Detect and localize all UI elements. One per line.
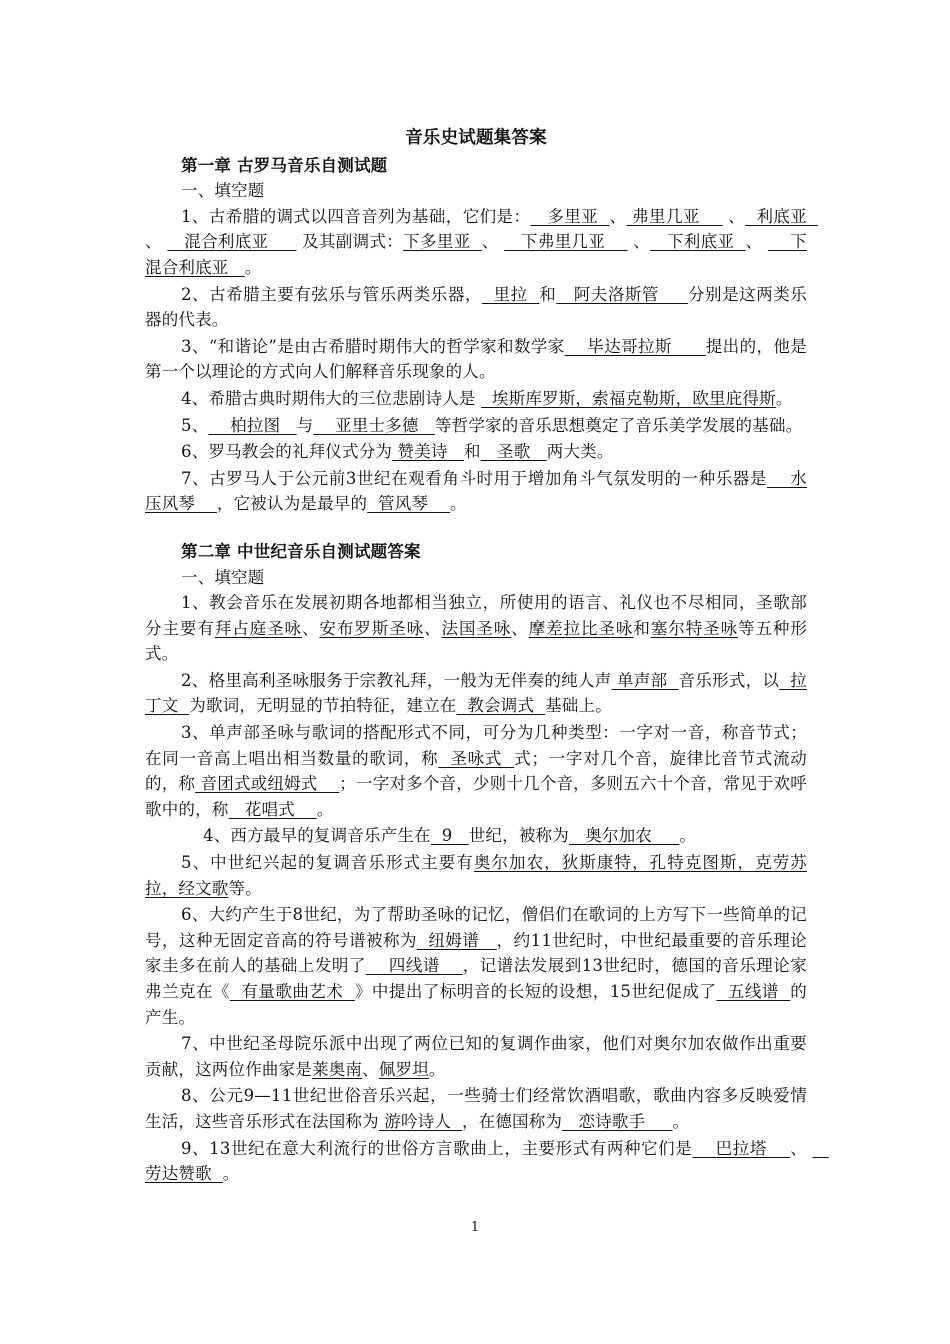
answer-blank: 拜占庭圣咏 [214,618,302,638]
question-item [145,334,807,385]
question-text: 两大类。 [546,442,614,462]
answer-blank: 单声部 [611,670,679,690]
question-item [145,720,807,822]
answer-blank: 圣咏式 [438,748,515,768]
question-text: 7、古罗马人于公元前3世纪在观看角斗时用于增加角斗气氛发明的一种乐器是 [181,468,767,488]
question-text: 、 [722,206,746,226]
answer-blank: 法国圣咏 [441,618,512,638]
question-item [145,823,807,849]
chapter-heading: 第二章 中世纪音乐自测试题答案 [181,541,421,561]
question-text: 、 [745,232,768,252]
answer-blank: 9 [430,826,469,846]
question-text: 3、单声部圣咏与歌词的搭配形式不同，可分为几种类型：一字对一音，称音节式；在同一音高上唱出相当数量的歌词，称 [145,723,807,768]
answer-blank: 纽姆谱 [416,930,497,950]
answer-blank: 拉丁文 [145,670,808,716]
answer-blank: 五线谱 [716,982,791,1001]
question-text: 等。 [228,878,262,898]
question-text: ，它被认为是最早的 [216,494,368,514]
question-item [145,1031,807,1082]
question-text: 、 [362,1059,379,1079]
question-text: ；一字对多个音，少则十几个音，多则五六十个音，常见于欢呼歌中的，称 [145,774,807,819]
answer-blank: 四线谱 [365,956,463,976]
question-text: 2、古希腊主要有弦乐与管乐两类乐器， [181,284,482,304]
question-text: 等哲学家的音乐思想奠定了音乐美学发展的基础。 [434,415,803,435]
answer-blank: 圣歌 [480,442,547,462]
question-item [145,439,807,465]
question-text: 。 [679,826,697,846]
question-text: 、 [609,206,627,226]
answer-blank: 柏拉图 [208,415,297,435]
question-text: 8、公元9—11世纪世俗音乐兴起，一些骑士们经常饮酒唱歌，歌曲内容多反映爱情生活，这些音乐形式在法国称为 [145,1086,807,1131]
question-text: 6、大约产生于8世纪，为了帮助圣咏的记忆，僧侣们在歌词的上方写下一些简单的记号，这种无固定音高的符号谱被称为 [145,905,807,950]
answer-blank: 巴拉塔 [692,1138,791,1158]
answer-blank: 摩差拉比圣咏 [528,618,634,638]
question-text: 5、 [181,415,209,435]
answer-blank: 亚里士多德 [313,415,435,435]
question-text: 。 [672,1111,690,1131]
question-text: 1、古希腊的调式以四音音列为基础，它们是： [181,206,531,226]
question-text: 、 [301,618,320,638]
answer-blank: 奥尔加农，狄斯康特，孔特克图斯，克劳苏拉，经文歌 [145,853,807,898]
question-text: 。 [244,257,262,277]
question-text: ，约11世纪时，中世纪最重要的音乐理论家圭多在前人的基础上发明了 [145,930,807,976]
question-text: 、 [627,232,651,252]
question-text: 及其副调式： [296,232,404,252]
question-item [145,386,807,412]
section-heading: 一、填空题 [181,567,265,587]
answer-blank: 有量歌曲艺术 [229,982,355,1001]
question-text: 和 [464,442,481,462]
answer-blank: 下多里亚 [403,232,482,252]
question-item [145,204,818,281]
question-text: 、 [424,618,442,638]
question-text: 基础上。 [545,696,612,716]
answer-blank: 多里亚 [530,206,610,226]
question-item [145,1136,829,1187]
question-item [145,413,807,439]
answer-blank: 安布罗斯圣咏 [319,618,425,638]
chapters-container [145,153,829,1187]
question-text: 、 [790,1138,813,1158]
question-text: 音乐形式，以 [678,670,780,690]
question-text: 1、教会音乐在发展初期各地都相当独立，所使用的语言、礼仪也不尽相同，圣歌部分主要有 [145,593,807,638]
question-text: 世纪，被称为 [468,826,569,846]
question-item [145,590,807,667]
document-body [145,126,829,1188]
question-text: 9、13世纪在意大利流行的世俗方言歌曲上，主要形式有两种它们是 [181,1138,693,1158]
question-text: 6、罗马教会的礼拜仪式分为 [181,442,393,462]
question-text: 。 [449,494,467,514]
question-item [145,902,807,1030]
question-text: 7、中世纪圣母院乐派中出现了两位已知的复调作曲家，他们对奥尔加农做作出重要贡献，这两位作曲家是 [145,1034,807,1079]
question-text: ，记谱法发展到13世纪时，德国的音乐理论家弗兰克在《 [145,956,807,1001]
answer-blank: 莱奥南 [312,1059,363,1079]
answer-blank: 下利底亚 [650,232,746,252]
question-text: 与 [296,415,314,435]
question-text: 4、希腊古典时期伟大的三位悲剧诗人是 [181,388,482,408]
answer-blank: 游吟诗人 [378,1111,462,1131]
answer-blank: 花唱式 [228,799,317,819]
question-text: 的产生。 [145,982,807,1027]
question-text: 。 [316,799,334,819]
question-text: 2、格里高利圣咏服务于宗教礼拜，一般为无伴奏的纯人声 [181,670,612,690]
answer-blank: 塞尔特圣咏 [650,618,739,638]
question-item [145,668,807,719]
document-title: 音乐史试题集答案 [405,128,547,148]
answer-blank: 弗里几亚 [626,206,723,226]
question-item [145,850,807,901]
answer-blank: 恋诗歌手 [562,1111,673,1131]
question-text: 提出的，他是第一个以理论的方式向人们解释音乐现象的人。 [145,336,807,382]
answer-blank: 音团式或纽姆式 [195,774,340,794]
question-text: 和 [539,284,557,304]
answer-blank: 下混合利底亚 [145,232,807,277]
chapter-heading: 第一章 古罗马音乐自测试题 [181,155,388,175]
page-number: 1 [470,1220,480,1235]
question-text: ，在德国称为 [461,1111,563,1131]
answer-blank: 管风琴 [367,494,450,514]
question-text: 和 [633,618,651,638]
question-text: 、 [481,232,505,252]
answer-blank: 教会调式 [456,696,546,716]
question-text: 3、“和谐论”是由古希腊时期伟大的哲学家和数学家 [181,336,565,356]
question-text: 5、中世纪兴起的复调音乐形式主要有 [181,853,474,873]
question-text: 》中提出了标明音的长短的设想，15世纪促成了 [354,982,717,1001]
answer-blank: 埃斯库罗斯，索福克勒斯，欧里庇得斯 [481,388,776,408]
question-text: 等五种形式。 [145,618,808,664]
answer-blank: 赞美诗 [392,442,464,462]
answer-blank: 混合利底亚 [167,232,297,252]
answer-blank: 奥尔加农 [568,826,680,846]
question-item [145,1083,807,1134]
section-heading: 一、填空题 [181,181,265,201]
answer-blank: 利底亚 [745,206,818,226]
answer-blank: 阿夫洛斯管 [556,284,688,304]
question-text: 。 [222,1164,240,1184]
answer-blank: 下弗里几亚 [504,232,628,252]
question-item [145,282,807,333]
question-text: 为歌词，无明显的节拍特征，建立在 [189,696,457,716]
answer-blank: 佩罗坦 [378,1059,429,1079]
answer-blank: 水压风琴 [145,468,808,514]
question-text: 、 [145,232,168,252]
question-text: 分别是这两类乐器的代表。 [145,284,808,330]
answer-blank: 里拉 [481,284,540,304]
question-text: 式；一字对几个音，旋律比音节式流动的，称 [145,748,808,794]
answer-blank: 毕达哥拉斯 [564,336,706,356]
question-text: 4、西方最早的复调音乐产生在 [203,826,431,846]
answer-blank: 劳达赞歌 [145,1138,829,1184]
question-text: 。 [428,1059,446,1079]
question-text: 、 [511,618,529,638]
question-text: 。 [775,388,793,408]
question-item [145,466,807,517]
